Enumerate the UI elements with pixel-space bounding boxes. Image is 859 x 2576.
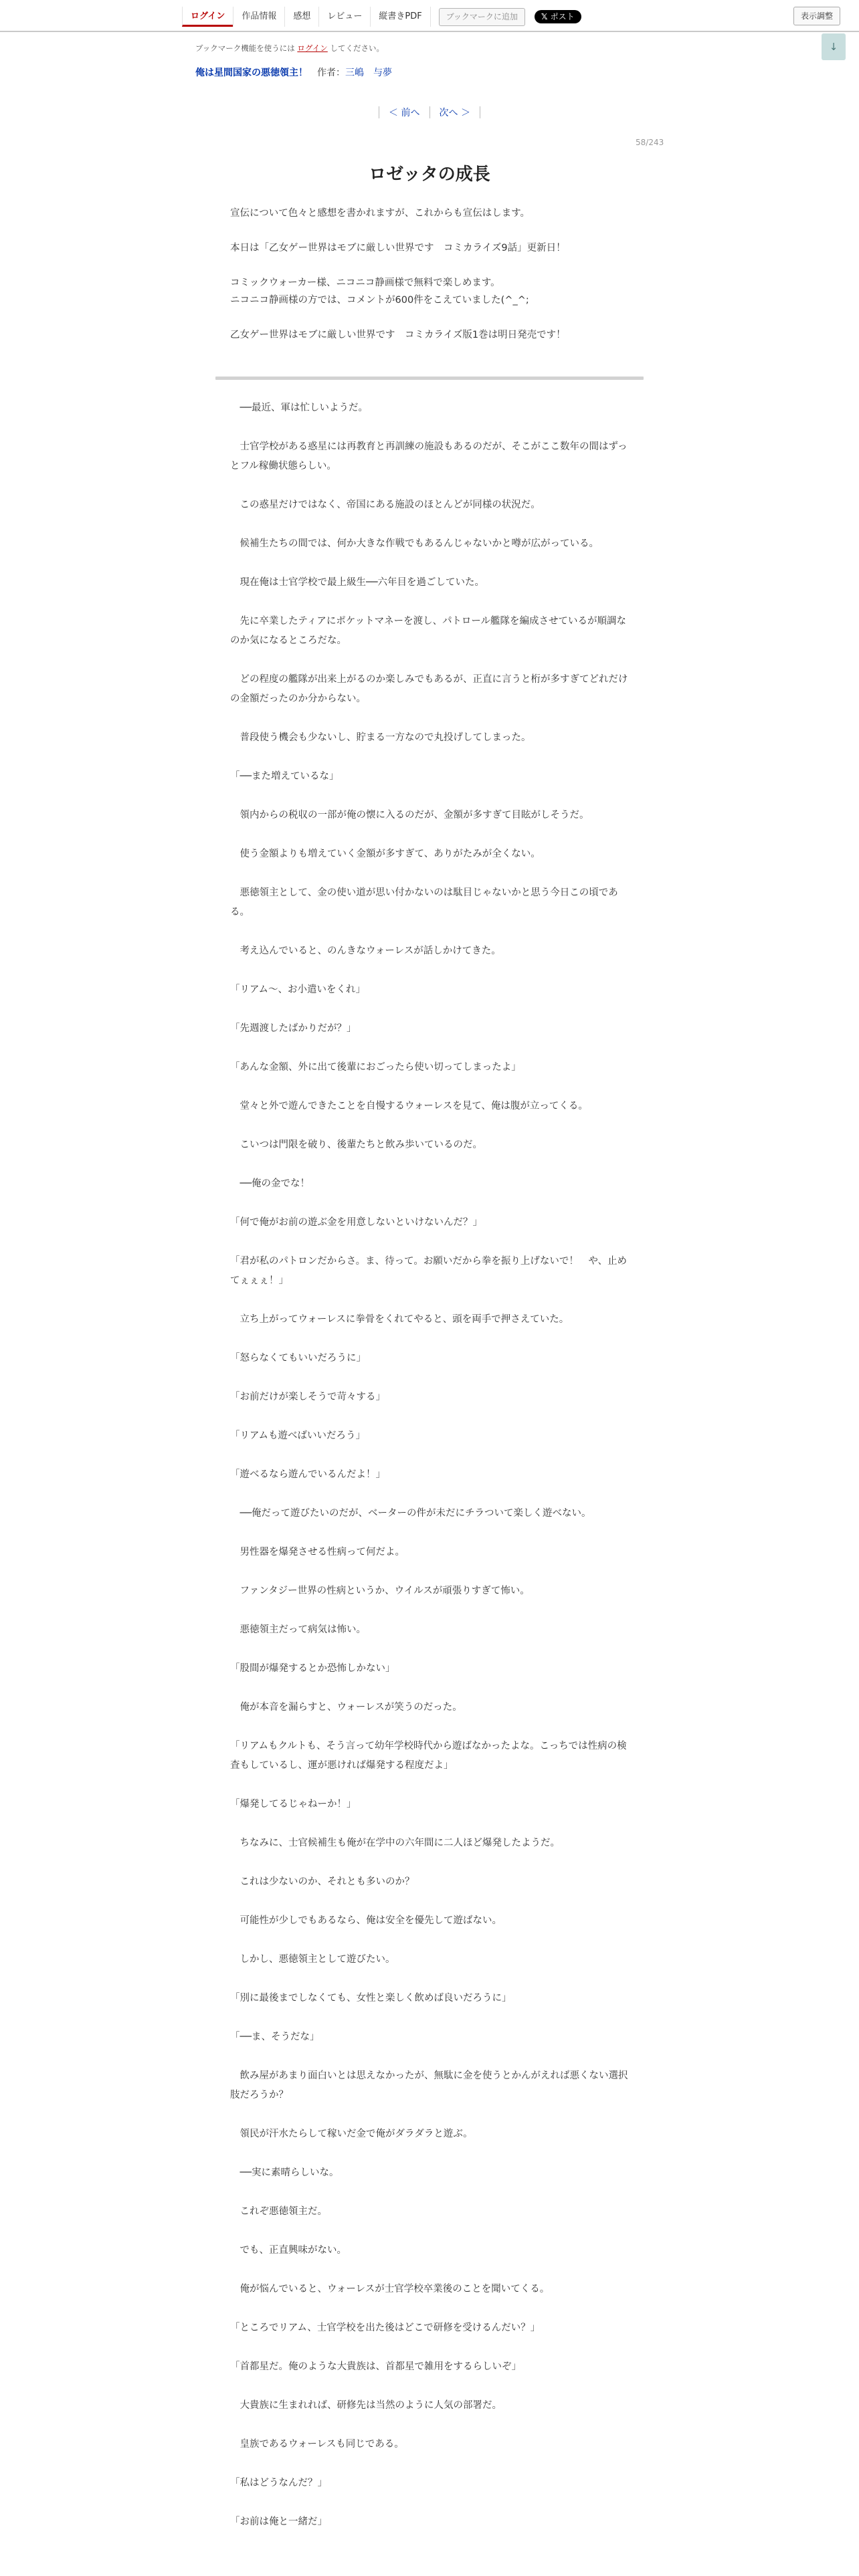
body-paragraph: 「あんな金額、外に出て後輩におごったら使い切ってしまったよ」 — [230, 1062, 521, 1073]
prev-episode-link[interactable]: ＜ 前へ — [389, 108, 420, 118]
x-logo-icon: 𝕏 — [541, 12, 548, 21]
body-paragraph: 俺が悩んでいると、ウォーレスが士官学校卒業後のことを聞いてくる。 — [230, 2284, 550, 2294]
login-link[interactable]: ログイン — [182, 7, 233, 27]
body-paragraph: 「爆発してるじゃねーか！」 — [230, 1799, 357, 1810]
body-paragraph: これぞ悪徳領主だ。 — [230, 2206, 327, 2217]
body-paragraph: 現在俺は士官学校で最上級生──六年目を過ごしていた。 — [230, 577, 484, 588]
episode-pager-top — [0, 106, 859, 119]
preface-line: 宣伝について色々と感想を書かれますが、これからも宣伝はします。 — [230, 208, 531, 219]
preface-line: ニコニコ静画様の方では、コメントが600件をこえていました(^_^; — [230, 295, 529, 306]
body-paragraph: 「君が私のパトロンだからさ。ま、待って。お願いだから拳を振り上げないで！ や、止めてぇぇぇ！」 — [230, 1256, 628, 1286]
episode-number: 58/243 — [636, 138, 664, 147]
preface-line: コミックウォーカー様、ニコニコ静画様で無料で楽しめます。 — [230, 278, 500, 288]
body-paragraph: 飲み屋があまり面白いとは思えなかったが、無駄に金を使うとかんがえれば悪くない選択肢だろうか？ — [230, 2070, 628, 2101]
add-bookmark-button[interactable]: ブックマークに追加 — [439, 8, 525, 26]
body-paragraph: 堂々と外で遊んできたことを自慢するウォーレスを見て、俺は腹が立ってくる。 — [230, 1101, 588, 1111]
body-paragraph: 「──また増えているな」 — [230, 771, 339, 782]
preface-line: 本日は「乙女ゲー世界はモブに厳しい世界です コミカライズ9話」更新日！ — [230, 243, 566, 253]
body-paragraph: ──俺の金でな！ — [230, 1178, 310, 1189]
body-paragraph: 「股間が爆発するとか恐怖しかない」 — [230, 1663, 395, 1674]
body-paragraph: ──俺だって遊びたいのだが、ベーターの件が未だにチラついて楽しく遊べない。 — [230, 1508, 591, 1519]
body-paragraph: 使う金額よりも増えていく金額が多すぎて、ありがたみが全くない。 — [230, 849, 541, 859]
body-paragraph: 「首都星だ。俺のような大貴族は、首都星で雑用をするらしいぞ」 — [230, 2361, 521, 2372]
body-paragraph: こいつは門限を破り、後輩たちと飲み歩いているのだ。 — [230, 1140, 482, 1150]
author-preface — [230, 205, 632, 344]
notice-suffix: してください。 — [327, 43, 384, 53]
body-paragraph: 「リアム〜、お小遣いをくれ」 — [230, 984, 365, 995]
body-paragraph: ──実に素晴らしいな。 — [230, 2167, 339, 2178]
x-post-button[interactable] — [535, 10, 581, 23]
body-paragraph: 「別に最後までしなくても、女性と楽しく飲めば良いだろうに」 — [230, 1993, 512, 2004]
body-paragraph: 悪徳領主だって病気は怖い。 — [230, 1624, 366, 1635]
scroll-down-arrow-icon[interactable]: ↓ — [822, 33, 846, 60]
work-menu — [182, 7, 581, 27]
top-navigation-bar — [0, 0, 859, 32]
body-paragraph: この惑星だけではなく、帝国にある施設のほとんどが同様の状況だ。 — [230, 500, 541, 510]
body-paragraph: ファンタジー世界の性病というか、ウイルスが頑張りすぎて怖い。 — [230, 1586, 530, 1596]
body-paragraph: 可能性が少しでもあるなら、俺は安全を優先して遊ばない。 — [230, 1915, 502, 1926]
body-paragraph: 俺が本音を漏らすと、ウォーレスが笑うのだった。 — [230, 1702, 462, 1713]
x-post-label: ポスト — [550, 12, 575, 21]
preface-line — [230, 309, 632, 326]
body-paragraph: 「怒らなくてもいいだろうに」 — [230, 1353, 366, 1364]
body-paragraph: 「──ま、そうだな」 — [230, 2032, 320, 2042]
body-paragraph: 悪徳領主として、金の使い道が思い付かないのは駄目じゃないかと思う今日この頃である。 — [230, 887, 618, 918]
body-paragraph: でも、正直興味がない。 — [230, 2245, 347, 2256]
body-paragraph: ちなみに、士官候補生も俺が在学中の六年間に二人ほど爆発したようだ。 — [230, 1838, 560, 1848]
body-paragraph: しかし、悪徳領主として遊びたい。 — [230, 1954, 395, 1965]
body-paragraph: 「お前は俺と一緒だ」 — [230, 2516, 327, 2527]
vertical-pdf-link[interactable]: 縦書きPDF — [370, 7, 430, 27]
display-settings-button[interactable]: 表示調整 — [793, 7, 840, 25]
work-info-link[interactable]: 作品情報 — [233, 7, 284, 27]
chapter-body — [230, 399, 632, 2551]
preface-line: 乙女ゲー世界はモブに厳しい世界です コミカライズ版1巻は明日発売です！ — [230, 330, 566, 340]
preface-divider — [215, 377, 644, 380]
body-paragraph: 「リアムも遊べばいいだろう」 — [230, 1430, 365, 1441]
review-link[interactable]: レビュー — [318, 7, 370, 27]
body-paragraph: 大貴族に生まれれば、研修先は当然のように人気の部署だ。 — [230, 2400, 502, 2411]
body-paragraph: 「遊べるなら遊んでいるんだよ！」 — [230, 1469, 385, 1480]
body-paragraph: 立ち上がってウォーレスに拳骨をくれてやると、頭を両手で押さえていた。 — [230, 1314, 569, 1325]
body-paragraph: 「リアムもクルトも、そう言って幼年学校時代から遊ばなかったよな。こっちでは性病の検査もしているし、運が悪ければ爆発する程度だよ」 — [230, 1741, 627, 1771]
body-paragraph: 「私はどうなんだ？」 — [230, 2478, 327, 2488]
bookmark-login-notice — [195, 43, 384, 53]
body-paragraph: ──最近、軍は忙しいようだ。 — [230, 403, 368, 413]
body-paragraph: 考え込んでいると、のんきなウォーレスが話しかけてきた。 — [230, 946, 501, 956]
notice-login-link[interactable]: ログイン — [297, 43, 328, 53]
body-paragraph: これは少ないのか、それとも多いのか？ — [230, 1876, 415, 1887]
body-paragraph: 「先週渡したばかりだが？」 — [230, 1023, 357, 1034]
impressions-link[interactable]: 感想 — [284, 7, 318, 27]
notice-prefix: ブックマーク機能を使うには — [195, 43, 298, 53]
preface-line — [230, 257, 632, 274]
body-paragraph: 皇族であるウォーレスも同じである。 — [230, 2439, 404, 2450]
body-paragraph: 領内からの税収の一部が俺の懐に入るのだが、金額が多すぎて目眩がしそうだ。 — [230, 810, 589, 821]
body-paragraph: 士官学校がある惑星には再教育と再訓練の施設もあるのだが、そこがここ数年の間はずっとフル稼働状態らしい。 — [230, 441, 628, 471]
author-label: 作者： — [317, 68, 345, 78]
body-paragraph: 「何で俺がお前の遊ぶ金を用意しないといけないんだ？」 — [230, 1217, 482, 1228]
preface-line — [230, 222, 632, 239]
author-link[interactable]: 三嶋 与夢 — [345, 68, 392, 78]
body-paragraph: 先に卒業したティアにポケットマネーを渡し、パトロール艦隊を編成させているが順調なのか気になるところだな。 — [230, 616, 627, 646]
body-paragraph: 普段使う機会も少ないし、貯まる一方なので丸投げしてしまった。 — [230, 732, 531, 743]
work-header — [195, 66, 392, 79]
body-paragraph: 「ところでリアム、士官学校を出た後はどこで研修を受けるんだい？」 — [230, 2323, 541, 2333]
work-title-link[interactable]: 俺は星間国家の悪徳領主！ — [195, 68, 308, 78]
body-paragraph: 領民が汗水たらして稼いだ金で俺がダラダラと遊ぶ。 — [230, 2129, 473, 2139]
body-paragraph: 男性器を爆発させる性病って何だよ。 — [230, 1547, 405, 1558]
body-paragraph: 「お前だけが楽しそうで苛々する」 — [230, 1392, 385, 1402]
next-episode-link[interactable]: 次へ ＞ — [439, 108, 470, 118]
body-paragraph: どの程度の艦隊が出来上がるのか楽しみでもあるが、正直に言うと桁が多すぎてどれだけの金額だったのか分からない。 — [230, 674, 628, 704]
chapter-title: ロゼッタの成長 — [369, 165, 490, 185]
body-paragraph: 候補生たちの間では、何か大きな作戦でもあるんじゃないかと噂が広がっている。 — [230, 538, 599, 549]
